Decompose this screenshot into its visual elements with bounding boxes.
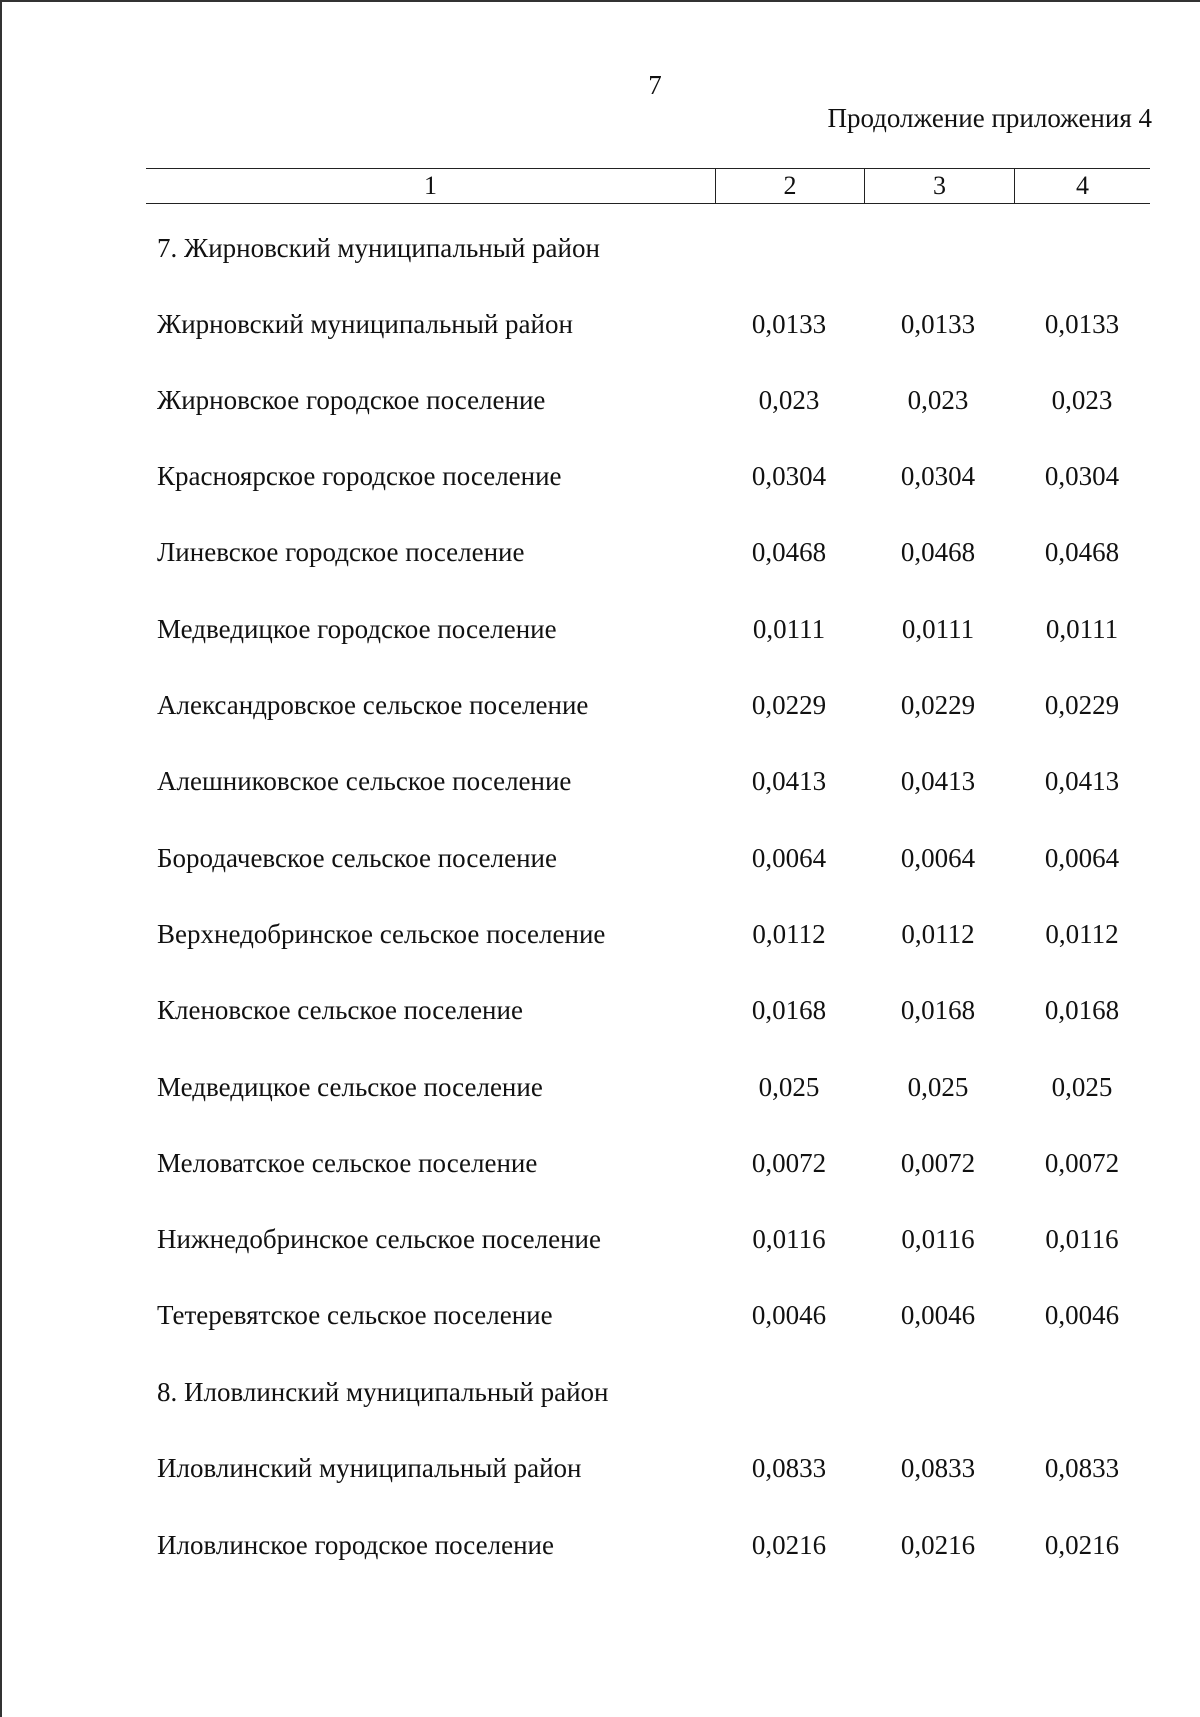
table-row xyxy=(0,1530,1200,1570)
row-value-col4: 0,0168 xyxy=(1044,995,1120,1025)
table-row xyxy=(0,309,1200,349)
row-value-col2: 0,0064 xyxy=(751,843,827,873)
row-value-col3: 0,0304 xyxy=(900,461,976,491)
row-value-col3: 0,0216 xyxy=(900,1530,976,1560)
row-value-col3: 0,0468 xyxy=(900,537,976,567)
row-value-col3: 0,0229 xyxy=(900,690,976,720)
row-value-col2: 0,0216 xyxy=(751,1530,827,1560)
row-name: Тетеревятское сельское поселение xyxy=(157,1300,553,1330)
row-name: Медведицкое городское поселение xyxy=(157,614,557,644)
table-row xyxy=(0,1453,1200,1493)
table-row xyxy=(0,537,1200,577)
row-value-col4: 0,0133 xyxy=(1044,309,1120,339)
table-row xyxy=(0,614,1200,654)
table-header xyxy=(146,168,1150,204)
row-name: Линевское городское поселение xyxy=(157,537,525,567)
row-value-col2: 0,0133 xyxy=(751,309,827,339)
row-value-col4: 0,0413 xyxy=(1044,766,1120,796)
row-value-col4: 0,0112 xyxy=(1045,919,1119,949)
table-row xyxy=(0,1300,1200,1340)
row-value-col3: 0,025 xyxy=(907,1072,969,1102)
row-value-col3: 0,0072 xyxy=(900,1148,976,1178)
row-name: Верхнедобринское сельское поселение xyxy=(157,919,606,949)
row-value-col4: 0,0072 xyxy=(1044,1148,1120,1178)
row-value-col4: 0,0229 xyxy=(1044,690,1120,720)
row-name: Жирновский муниципальный район xyxy=(157,309,573,339)
row-name: Алешниковское сельское поселение xyxy=(157,766,572,796)
row-value-col4: 0,025 xyxy=(1051,1072,1113,1102)
row-value-col2: 0,0116 xyxy=(752,1224,826,1254)
row-value-col2: 0,0304 xyxy=(751,461,827,491)
row-value-col4: 0,0046 xyxy=(1044,1300,1120,1330)
row-value-col2: 0,023 xyxy=(758,385,820,415)
row-value-col4: 0,0468 xyxy=(1044,537,1120,567)
row-value-col2: 0,0111 xyxy=(752,614,826,644)
row-name: Жирновское городское поселение xyxy=(157,385,546,415)
table-row xyxy=(0,766,1200,806)
row-value-col2: 0,0833 xyxy=(751,1453,827,1483)
row-value-col4: 0,0304 xyxy=(1044,461,1120,491)
table-row xyxy=(0,1148,1200,1188)
row-value-col3: 0,0833 xyxy=(900,1453,976,1483)
section-title-row xyxy=(0,1377,1200,1417)
table-row xyxy=(0,385,1200,425)
row-name: Александровское сельское поселение xyxy=(157,690,589,720)
row-value-col2: 0,0112 xyxy=(752,919,826,949)
section-title-row xyxy=(0,233,1200,273)
header-cell-3: 3 xyxy=(864,169,1014,203)
row-name: Нижнедобринское сельское поселение xyxy=(157,1224,601,1254)
row-value-col3: 0,0413 xyxy=(900,766,976,796)
header-cell-1: 1 xyxy=(424,171,437,200)
row-value-col2: 0,0072 xyxy=(751,1148,827,1178)
row-value-col4: 0,0116 xyxy=(1045,1224,1119,1254)
table-row xyxy=(0,919,1200,959)
row-value-col3: 0,0133 xyxy=(900,309,976,339)
table-row xyxy=(0,461,1200,501)
section-title: 8. Иловлинский муниципальный район xyxy=(157,1377,609,1407)
table-row xyxy=(0,843,1200,883)
row-value-col3: 0,0112 xyxy=(901,919,975,949)
table-row xyxy=(0,1072,1200,1112)
row-name: Меловатское сельское поселение xyxy=(157,1148,538,1178)
row-value-col3: 0,0064 xyxy=(900,843,976,873)
section-title: 7. Жирновский муниципальный район xyxy=(157,233,600,263)
row-name: Иловлинское городское поселение xyxy=(157,1530,554,1560)
row-value-col4: 0,0064 xyxy=(1044,843,1120,873)
row-name: Кленовское сельское поселение xyxy=(157,995,523,1025)
row-value-col3: 0,0046 xyxy=(900,1300,976,1330)
row-value-col4: 0,0833 xyxy=(1044,1453,1120,1483)
page-edge-top xyxy=(0,0,1200,2)
table-row xyxy=(0,995,1200,1035)
row-name: Иловлинский муниципальный район xyxy=(157,1453,582,1483)
row-value-col4: 0,0111 xyxy=(1045,614,1119,644)
table-row xyxy=(0,690,1200,730)
header-cell-2: 2 xyxy=(715,169,864,203)
row-value-col2: 0,025 xyxy=(758,1072,820,1102)
header-cell-4: 4 xyxy=(1014,169,1150,203)
row-value-col2: 0,0046 xyxy=(751,1300,827,1330)
row-value-col3: 0,0111 xyxy=(901,614,975,644)
page-number: 7 xyxy=(648,70,662,100)
table-row xyxy=(0,1224,1200,1264)
row-value-col3: 0,0116 xyxy=(901,1224,975,1254)
row-name: Бородачевское сельское поселение xyxy=(157,843,557,873)
row-value-col2: 0,0413 xyxy=(751,766,827,796)
row-value-col3: 0,0168 xyxy=(900,995,976,1025)
row-value-col4: 0,0216 xyxy=(1044,1530,1120,1560)
row-value-col2: 0,0229 xyxy=(751,690,827,720)
continuation-label: Продолжение приложения 4 xyxy=(827,103,1152,133)
row-name: Красноярское городское поселение xyxy=(157,461,562,491)
row-value-col4: 0,023 xyxy=(1051,385,1113,415)
row-value-col3: 0,023 xyxy=(907,385,969,415)
row-value-col2: 0,0468 xyxy=(751,537,827,567)
row-value-col2: 0,0168 xyxy=(751,995,827,1025)
row-name: Медведицкое сельское поселение xyxy=(157,1072,543,1102)
